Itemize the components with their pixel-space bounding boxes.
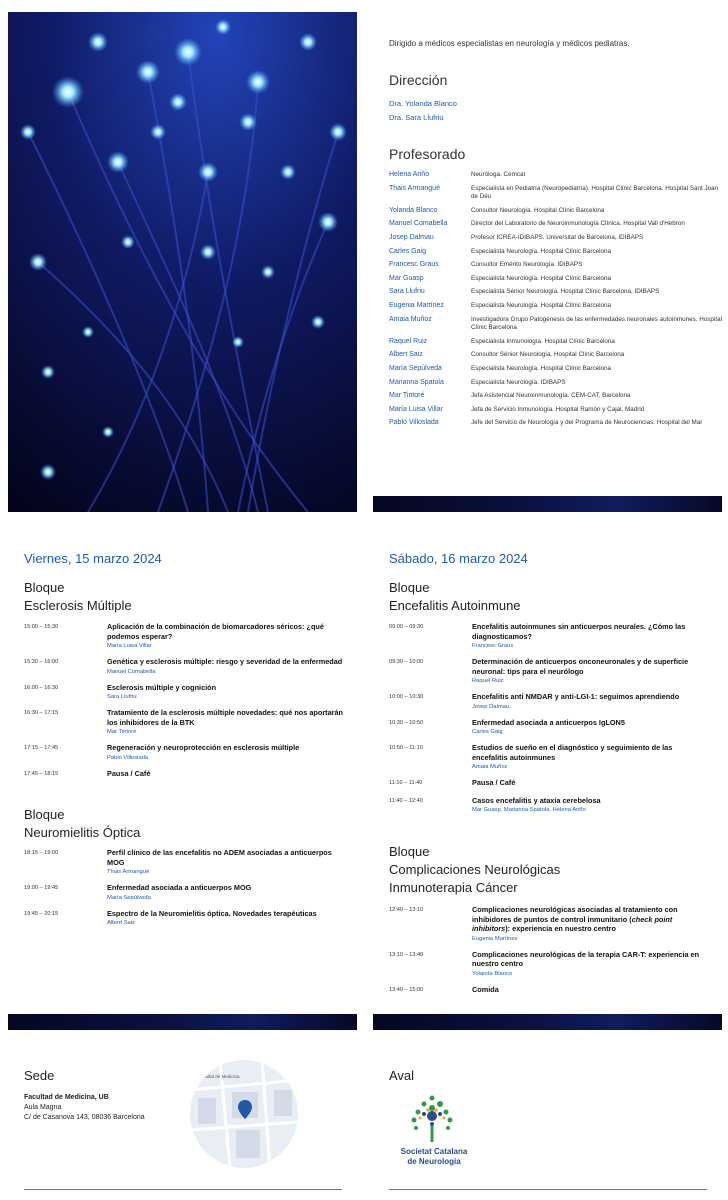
session-speaker: Yolanda Blanco	[472, 970, 513, 977]
session-title: Comida	[472, 984, 499, 994]
faculty-name: Francesc Graus	[389, 261, 439, 269]
faculty-name: Raquel Ruiz	[389, 337, 428, 345]
session-speaker: Raquel Ruiz	[472, 678, 504, 684]
direction-list	[389, 97, 457, 125]
session-speaker: Eugenia Martínez	[472, 935, 518, 942]
faculty-member	[389, 316, 724, 333]
session-item	[24, 848, 344, 875]
session-time: 15:30 – 16:00	[24, 659, 59, 665]
session-title: Esclerosis múltiple y cognición	[107, 682, 217, 692]
faculty-role: Jefe del Servicio de Neurología y del Programa de Neurociencias. Hospital del Mar	[471, 419, 703, 427]
faculty-name: Mar Tintoré	[389, 392, 425, 400]
faculty-name: Manuel Comabella	[389, 220, 448, 228]
faculty-role: Especialista en Pediatría (Neuropediatría). Hospital Clínic Barcelona. Hospital Sant Joan de Déu	[471, 184, 719, 201]
friday-date: Viernes, 15 marzo 2024	[24, 551, 162, 566]
faculty-member	[389, 419, 724, 428]
session-speaker: Thais Armangué	[107, 869, 150, 875]
faculty-role: Especialista Neurología. Hospital Clínic Barcelona	[471, 364, 612, 372]
block-name: Complicaciones Neurológicas	[389, 862, 561, 877]
faculty-member	[389, 406, 724, 415]
block-heading	[24, 579, 132, 615]
faculty-role: Especialista Neurología. Hospital Clínic Barcelona	[471, 301, 612, 309]
session-time: 19:00 – 19:45	[24, 885, 59, 891]
session-speaker: María Luisa Villar	[107, 643, 152, 649]
session-list	[24, 848, 344, 934]
hero-fiber-image	[8, 12, 357, 512]
faculty-member	[389, 351, 724, 360]
faculty-name: Mar Guasp	[389, 274, 424, 282]
faculty-list	[389, 171, 724, 433]
session-title: Estudios de sueño en el diagnóstico y seguimiento de las encefalitis autoinmunes	[472, 743, 673, 762]
decorative-bar	[373, 496, 722, 512]
block-heading	[389, 579, 521, 615]
faculty-role: Jefa Asistencial Neuroinmunología. CEM-CAT, Barcelona	[471, 392, 631, 400]
map-label: Facultat de Medicina	[198, 1074, 240, 1079]
faculty-member	[389, 288, 724, 297]
session-speaker: María Sepúlveda	[107, 894, 151, 901]
session-title: Encefalitis autoinmunes sin anticuerpos neurales. ¿Cómo las diagnosticamos?	[472, 622, 686, 641]
faculty-member	[389, 185, 724, 202]
decorative-bar	[373, 1014, 722, 1030]
session-title: Perfil clínico de las encefalitis no ADEM asociadas a anticuerpos MOG	[107, 848, 332, 867]
faculty-role: Consultor Sénior Neurología. Hospital Clínic Barcelona	[471, 351, 625, 359]
session-time: 16:00 – 16:30	[24, 684, 59, 691]
divider	[389, 1189, 707, 1190]
venue-heading: Sede	[24, 1068, 55, 1083]
venue-room: Aula Magna	[24, 1104, 62, 1111]
faculty-member	[389, 234, 724, 243]
block-name: Neuromielitis Óptica	[24, 825, 141, 840]
faculty-member	[389, 207, 724, 216]
director-name: Dra. Yolanda Blanco	[389, 99, 457, 108]
session-title: Complicaciones neurológicas de la terapia CAR-T: experiencia en nuestro centro	[472, 949, 700, 968]
faculty-member	[389, 302, 724, 311]
venue-map	[190, 1060, 298, 1168]
session-speaker: Carles Gaig	[472, 729, 503, 735]
session-time: 09:00 – 09:30	[389, 624, 424, 630]
session-time: 13:10 – 13:40	[389, 951, 424, 958]
session-title: Pausa / Café	[472, 778, 516, 787]
decorative-bar	[8, 1014, 357, 1030]
session-title: Enfermedad asociada a anticuerpos MOG	[107, 883, 252, 892]
faculty-member	[389, 392, 724, 401]
faculty-name: Thais Armangué	[389, 184, 440, 192]
venue-name: Facultad de Medicina, UB	[24, 1094, 109, 1101]
block-label: Bloque	[389, 580, 430, 595]
session-item	[24, 683, 344, 701]
session-time: 17:45 – 18:15	[24, 770, 59, 777]
session-speaker: Mar Tintoré	[107, 729, 137, 735]
session-time: 15:00 – 15:30	[24, 624, 59, 630]
session-title: Espectro de la Neuromielitis óptica. Novedades terapéuticas	[107, 908, 317, 918]
session-speaker: Francesc Graus	[472, 643, 514, 649]
venue-street: C/ de Casanova 143, 08036 Barcelona	[24, 1114, 145, 1121]
session-item	[389, 950, 709, 977]
session-speaker: Mar Guasp, Marianna Spatola, Helena Ariño	[472, 807, 586, 813]
faculty-member	[389, 261, 724, 270]
session-item	[389, 743, 709, 770]
session-speaker: Josep Dalmau	[472, 703, 510, 710]
direction-heading: Dirección	[389, 72, 448, 88]
session-time: 17:15 – 17:45	[24, 745, 59, 751]
endorsement-heading: Aval	[389, 1068, 415, 1083]
block-heading	[24, 806, 140, 842]
faculty-member	[389, 171, 724, 180]
faculty-role: Especialista Sénior Neurología. Hospital Clínic Barcelona, IDIBAPS	[471, 288, 660, 296]
faculty-name: Helena Ariño	[389, 171, 430, 178]
venue-address	[24, 1093, 145, 1123]
session-title: Casos encefalitis y ataxia cerebelosa	[472, 795, 601, 805]
faculty-name: María Sepúlveda	[389, 364, 442, 372]
saturday-date: Sábado, 16 marzo 2024	[389, 551, 528, 566]
faculty-role: Especialista Neurología. Hospital Clínic Barcelona	[471, 274, 612, 282]
session-time: 18:15 – 19:00	[24, 850, 59, 856]
faculty-role: Profesor ICREA-IDIBAPS. Universitat de Barcelona, IDIBAPS	[471, 233, 644, 241]
fiber-illustration	[8, 12, 357, 512]
faculty-member	[389, 275, 724, 284]
session-item	[389, 718, 709, 736]
session-speaker: Albert Saiz	[107, 920, 136, 926]
faculty-member	[389, 248, 724, 257]
session-item	[389, 905, 709, 942]
session-title: Determinación de anticuerpos onconeuronales y de superficie neuronal: tips para el neurólogo	[472, 657, 689, 676]
faculty-name: Pablo Villoslada	[389, 419, 439, 427]
session-item	[24, 657, 344, 675]
session-item	[389, 657, 709, 684]
session-time: 10:30 – 10:50	[389, 719, 424, 726]
faculty-name: Amaia Muñoz	[389, 315, 432, 323]
session-time: 11:10 – 11:40	[389, 780, 423, 786]
divider	[24, 1189, 342, 1190]
session-time: 10:50 – 11:10	[389, 745, 423, 751]
session-title: Genética y esclerosis múltiple: riesgo y severidad de la enfermedad	[107, 657, 343, 666]
faculty-heading: Profesorado	[389, 146, 466, 162]
faculty-role: Consultor Emérito Neurología. IDIBAPS	[471, 261, 583, 269]
block-name: Inmunoterapia Cáncer	[389, 880, 518, 895]
session-item	[389, 622, 709, 649]
session-item	[24, 622, 344, 649]
faculty-name: Marianna Spatola	[389, 378, 444, 386]
session-title: Pausa / Café	[107, 768, 151, 778]
faculty-name: Sara Llufriu	[389, 288, 425, 296]
session-list	[389, 622, 709, 821]
session-speaker: Pablo Villoslada	[107, 754, 149, 761]
faculty-role: Especialista Neurología. IDIBAPS	[471, 378, 566, 386]
block-name: Esclerosis Múltiple	[24, 598, 132, 613]
faculty-name: Albert Saiz	[389, 351, 423, 359]
session-item	[24, 883, 344, 901]
session-item	[389, 778, 709, 788]
block-heading	[389, 843, 560, 897]
session-item	[24, 708, 344, 735]
session-time: 10:00 – 10:30	[389, 694, 424, 700]
session-title: Enfermedad asociada a anticuerpos IgLON5	[472, 717, 625, 727]
director-name: Dra. Sara Llufriu	[389, 113, 444, 122]
faculty-name: Carles Gaig	[389, 247, 426, 255]
faculty-role: Neuróloga. Cemcat	[471, 171, 526, 178]
session-list	[389, 905, 709, 1002]
session-speaker: Amaia Muñoz	[472, 764, 508, 770]
faculty-member	[389, 220, 724, 229]
faculty-member	[389, 365, 724, 374]
faculty-role: Consultor Neurología. Hospital Clínic Barcelona	[471, 206, 605, 214]
session-title: Complicaciones neurológicas asociadas al tratamiento con inhibidores de puntos de control inmunitario (check point inhibitors): experiencia en nuestro centro	[472, 905, 678, 933]
session-item	[24, 743, 344, 761]
session-item	[389, 796, 709, 814]
block-label: Bloque	[24, 580, 65, 595]
session-speaker: Manuel Comabella	[107, 668, 156, 675]
session-title: Encefalitis anti NMDAR y anti-LGI-1: seguimos aprendiendo	[472, 692, 680, 701]
faculty-role: Especialista Inmunología. Hospital Clínic Barcelona	[471, 337, 615, 345]
session-item	[389, 985, 709, 995]
session-speaker: Sara Llufriu	[107, 694, 137, 700]
faculty-member	[389, 338, 724, 347]
session-time: 11:40 – 12:40	[389, 797, 423, 804]
session-time: 12:40 – 13:10	[389, 907, 424, 913]
faculty-role: Jefa de Servicio Inmunología. Hospital Ramón y Cajal, Madrid	[471, 405, 645, 413]
faculty-role: Investigadora Grupo Patogénesis de las enfermedades neuronales autoinmunes. Hospital Clínic Barcelona	[471, 315, 722, 332]
session-item	[389, 692, 709, 710]
block-name: Encefalitis Autoinmune	[389, 598, 521, 613]
session-time: 13:40 – 15:00	[389, 986, 424, 993]
session-title: Regeneración y neuroprotección en esclerosis múltiple	[107, 743, 300, 752]
session-title: Aplicación de la combinación de biomarcadores séricos: ¿qué podemos esperar?	[107, 622, 324, 641]
session-item	[24, 909, 344, 927]
faculty-name: María Luisa Villar	[389, 405, 443, 413]
faculty-role: Director del Laboratorio de Neuroinmunología Clínica. Hospital Vall d'Hebron	[471, 220, 685, 228]
faculty-role: Especialista Neurología. Hospital Clínic Barcelona	[471, 247, 612, 255]
session-time: 09:30 – 10:00	[389, 659, 424, 665]
session-list	[24, 622, 344, 786]
society-name: Societat Catalana de Neurologia	[400, 1147, 468, 1166]
faculty-name: Josep Dalmau	[389, 233, 434, 241]
faculty-member	[389, 379, 724, 388]
session-item	[24, 769, 344, 779]
audience-text: Dirigido a médicos especialistas en neurología y médicos pediatras.	[389, 39, 630, 48]
session-title: Tratamiento de la esclerosis múltiple novedades: qué nos aportarán los inhibidores de la BTK	[107, 708, 344, 727]
block-label: Bloque	[24, 807, 65, 822]
session-time: 16:30 – 17:15	[24, 710, 59, 716]
block-label: Bloque	[389, 844, 430, 859]
faculty-name: Yolanda Blanco	[389, 206, 438, 214]
session-time: 19:45 – 20:15	[24, 910, 59, 917]
faculty-name: Eugenia Martínez	[389, 301, 444, 309]
